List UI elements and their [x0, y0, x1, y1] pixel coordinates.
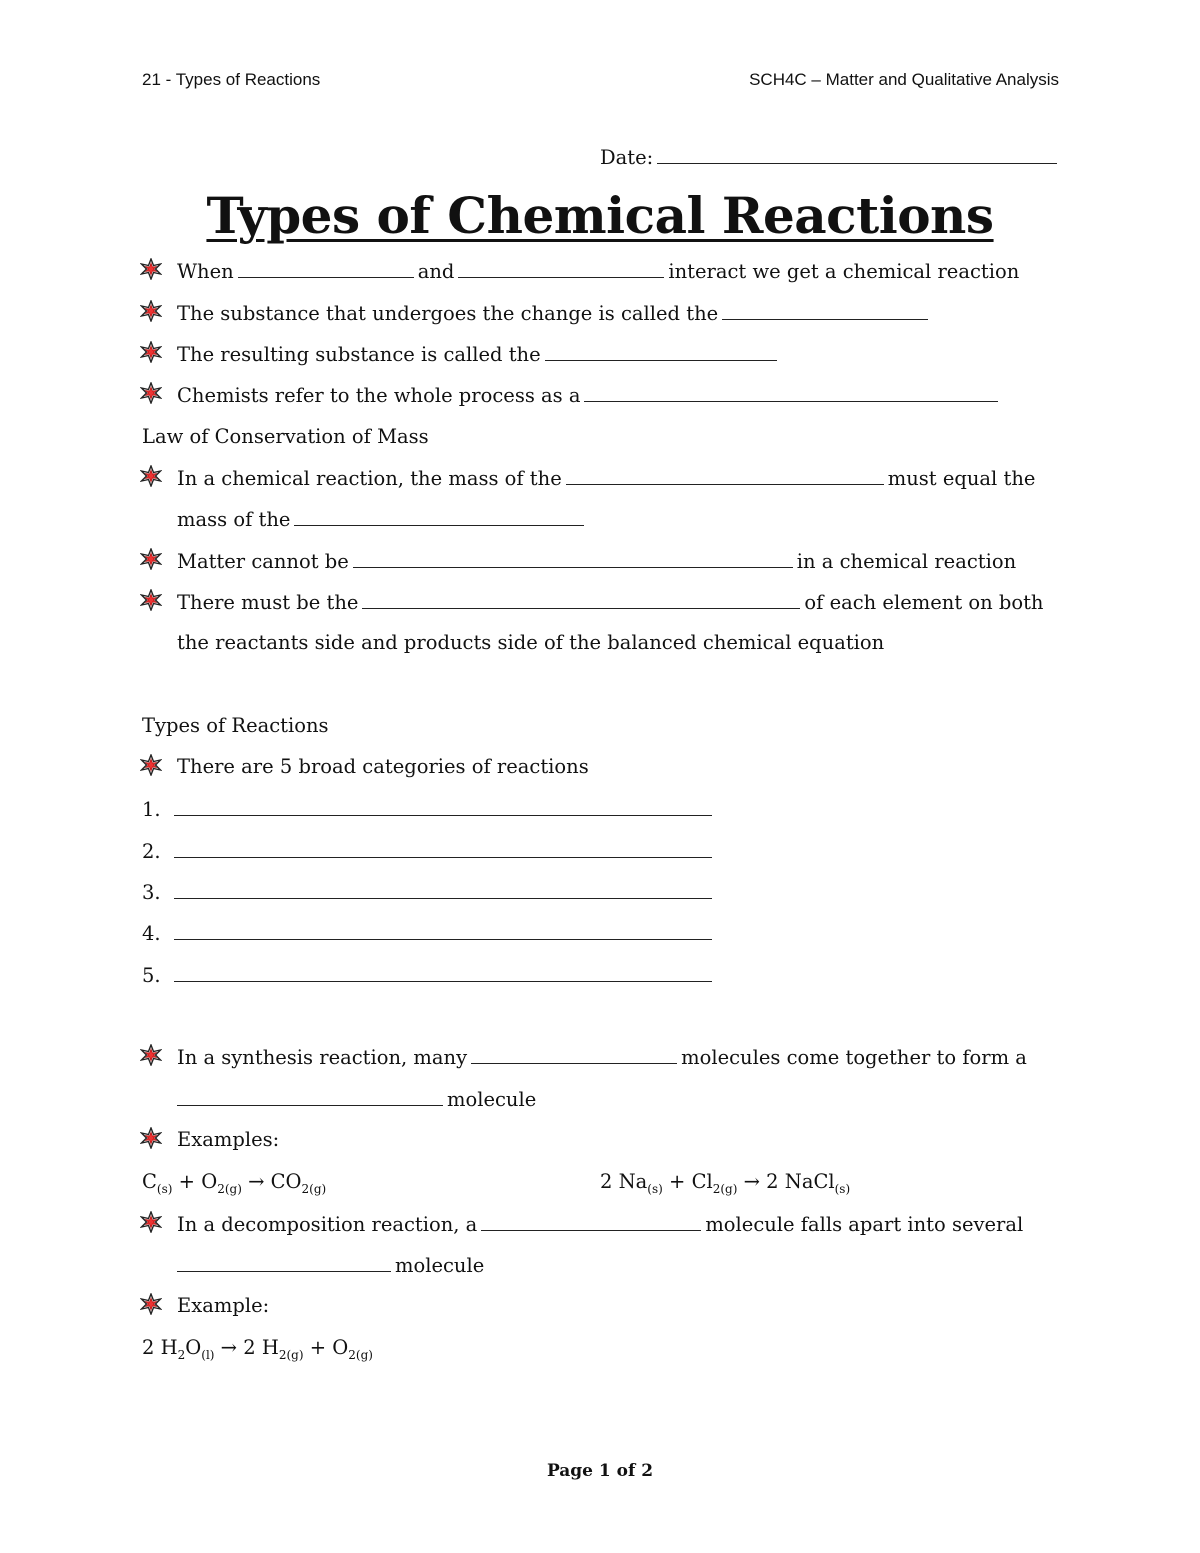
- intro-bullet-1: [177, 259, 1019, 284]
- blank[interactable]: [174, 839, 712, 858]
- conservation-bullet-1-cont: [177, 507, 588, 532]
- text: in a chemical reaction: [796, 550, 1017, 573]
- conservation-heading: Law of Conservation of Mass: [142, 425, 429, 448]
- blank[interactable]: [353, 549, 793, 568]
- star-bullet-icon: [140, 1293, 162, 1315]
- list-item: [142, 963, 716, 988]
- list-item: [142, 839, 716, 864]
- equation-decomposition: 2 $H_2O_{(l)} \to 2$ $H_{2(g)} + O_{2(g)}$: [142, 1336, 373, 1362]
- text: and: [417, 260, 455, 283]
- blank[interactable]: [362, 590, 800, 609]
- types-bullet-1: There are 5 broad categories of reactions: [177, 755, 589, 778]
- conservation-bullet-2: [177, 549, 1016, 574]
- examples-label: Examples:: [177, 1128, 280, 1151]
- page-title: Types of Chemical Reactions: [206, 186, 994, 245]
- blank[interactable]: [177, 1253, 391, 1272]
- types-heading: Types of Reactions: [142, 714, 329, 737]
- blank[interactable]: [481, 1212, 701, 1231]
- text: In a synthesis reaction, many: [177, 1046, 468, 1069]
- date-blank[interactable]: [657, 145, 1057, 164]
- synthesis-bullet-cont: [177, 1087, 536, 1112]
- blank[interactable]: [177, 1087, 443, 1106]
- star-bullet-icon: [140, 465, 162, 487]
- text: Matter cannot be: [177, 550, 349, 573]
- example-label: Example:: [177, 1294, 270, 1317]
- intro-bullet-3: [177, 342, 781, 367]
- header-left: 21 - Types of Reactions: [142, 70, 321, 89]
- star-bullet-icon: [140, 754, 162, 776]
- blank[interactable]: [174, 797, 712, 816]
- equation-synthesis-1: $C_{(s)} + O_{2(g)} \to CO_{2(g)}$: [142, 1170, 327, 1196]
- list-number: 5.: [142, 964, 161, 987]
- star-bullet-icon: [140, 300, 162, 322]
- text: Chemists refer to the whole process as a: [177, 384, 581, 407]
- text: There must be the: [177, 591, 359, 614]
- conservation-bullet-3-cont: the reactants side and products side of the balanced chemical equation: [177, 631, 885, 654]
- header-right: SCH4C – Matter and Qualitative Analysis: [749, 70, 1059, 89]
- list-number: 2.: [142, 840, 161, 863]
- star-bullet-icon: [140, 548, 162, 570]
- synthesis-bullet: [177, 1045, 1027, 1070]
- star-bullet-icon: [140, 258, 162, 280]
- blank[interactable]: [545, 342, 777, 361]
- text: of each element on both: [804, 591, 1044, 614]
- conservation-bullet-1: [177, 466, 1035, 491]
- star-bullet-icon: [140, 1211, 162, 1233]
- text: In a chemical reaction, the mass of the: [177, 467, 562, 490]
- list-number: 4.: [142, 922, 161, 945]
- text: interact we get a chemical reaction: [668, 260, 1020, 283]
- star-bullet-icon: [140, 341, 162, 363]
- text: In a decomposition reaction, a: [177, 1213, 478, 1236]
- text: When: [177, 260, 234, 283]
- star-bullet-icon: [140, 1044, 162, 1066]
- text: The substance that undergoes the change is called the: [177, 302, 719, 325]
- equation-synthesis-2: 2 $Na_{(s)} + Cl_{2(g)} \to 2$ NaCl$_{(s)}$: [600, 1170, 851, 1196]
- blank[interactable]: [722, 301, 928, 320]
- blank[interactable]: [458, 259, 664, 278]
- blank[interactable]: [294, 507, 584, 526]
- blank[interactable]: [174, 880, 712, 899]
- text: molecule: [395, 1254, 485, 1277]
- star-bullet-icon: [140, 589, 162, 611]
- intro-bullet-2: [177, 301, 932, 326]
- list-number: 1.: [142, 798, 161, 821]
- list-number: 3.: [142, 881, 161, 904]
- blank[interactable]: [174, 963, 712, 982]
- blank[interactable]: [471, 1045, 677, 1064]
- star-bullet-icon: [140, 382, 162, 404]
- blank[interactable]: [174, 921, 712, 940]
- blank[interactable]: [238, 259, 414, 278]
- date-label: Date:: [600, 146, 654, 169]
- conservation-bullet-3: [177, 590, 1043, 615]
- text: molecule falls apart into several: [705, 1213, 1024, 1236]
- text: The resulting substance is called the: [177, 343, 541, 366]
- list-item: [142, 797, 716, 822]
- intro-bullet-4: [177, 383, 1002, 408]
- page-number: Page 1 of 2: [546, 1461, 654, 1481]
- decomposition-bullet: [177, 1212, 1023, 1237]
- date-row: [600, 145, 1061, 170]
- text: mass of the: [177, 508, 291, 531]
- text: must equal the: [887, 467, 1036, 490]
- decomposition-bullet-cont: [177, 1253, 484, 1278]
- text: molecules come together to form a: [681, 1046, 1027, 1069]
- blank[interactable]: [566, 466, 884, 485]
- star-bullet-icon: [140, 1127, 162, 1149]
- list-item: [142, 880, 716, 905]
- text: molecule: [447, 1088, 537, 1111]
- blank[interactable]: [584, 383, 998, 402]
- list-item: [142, 921, 716, 946]
